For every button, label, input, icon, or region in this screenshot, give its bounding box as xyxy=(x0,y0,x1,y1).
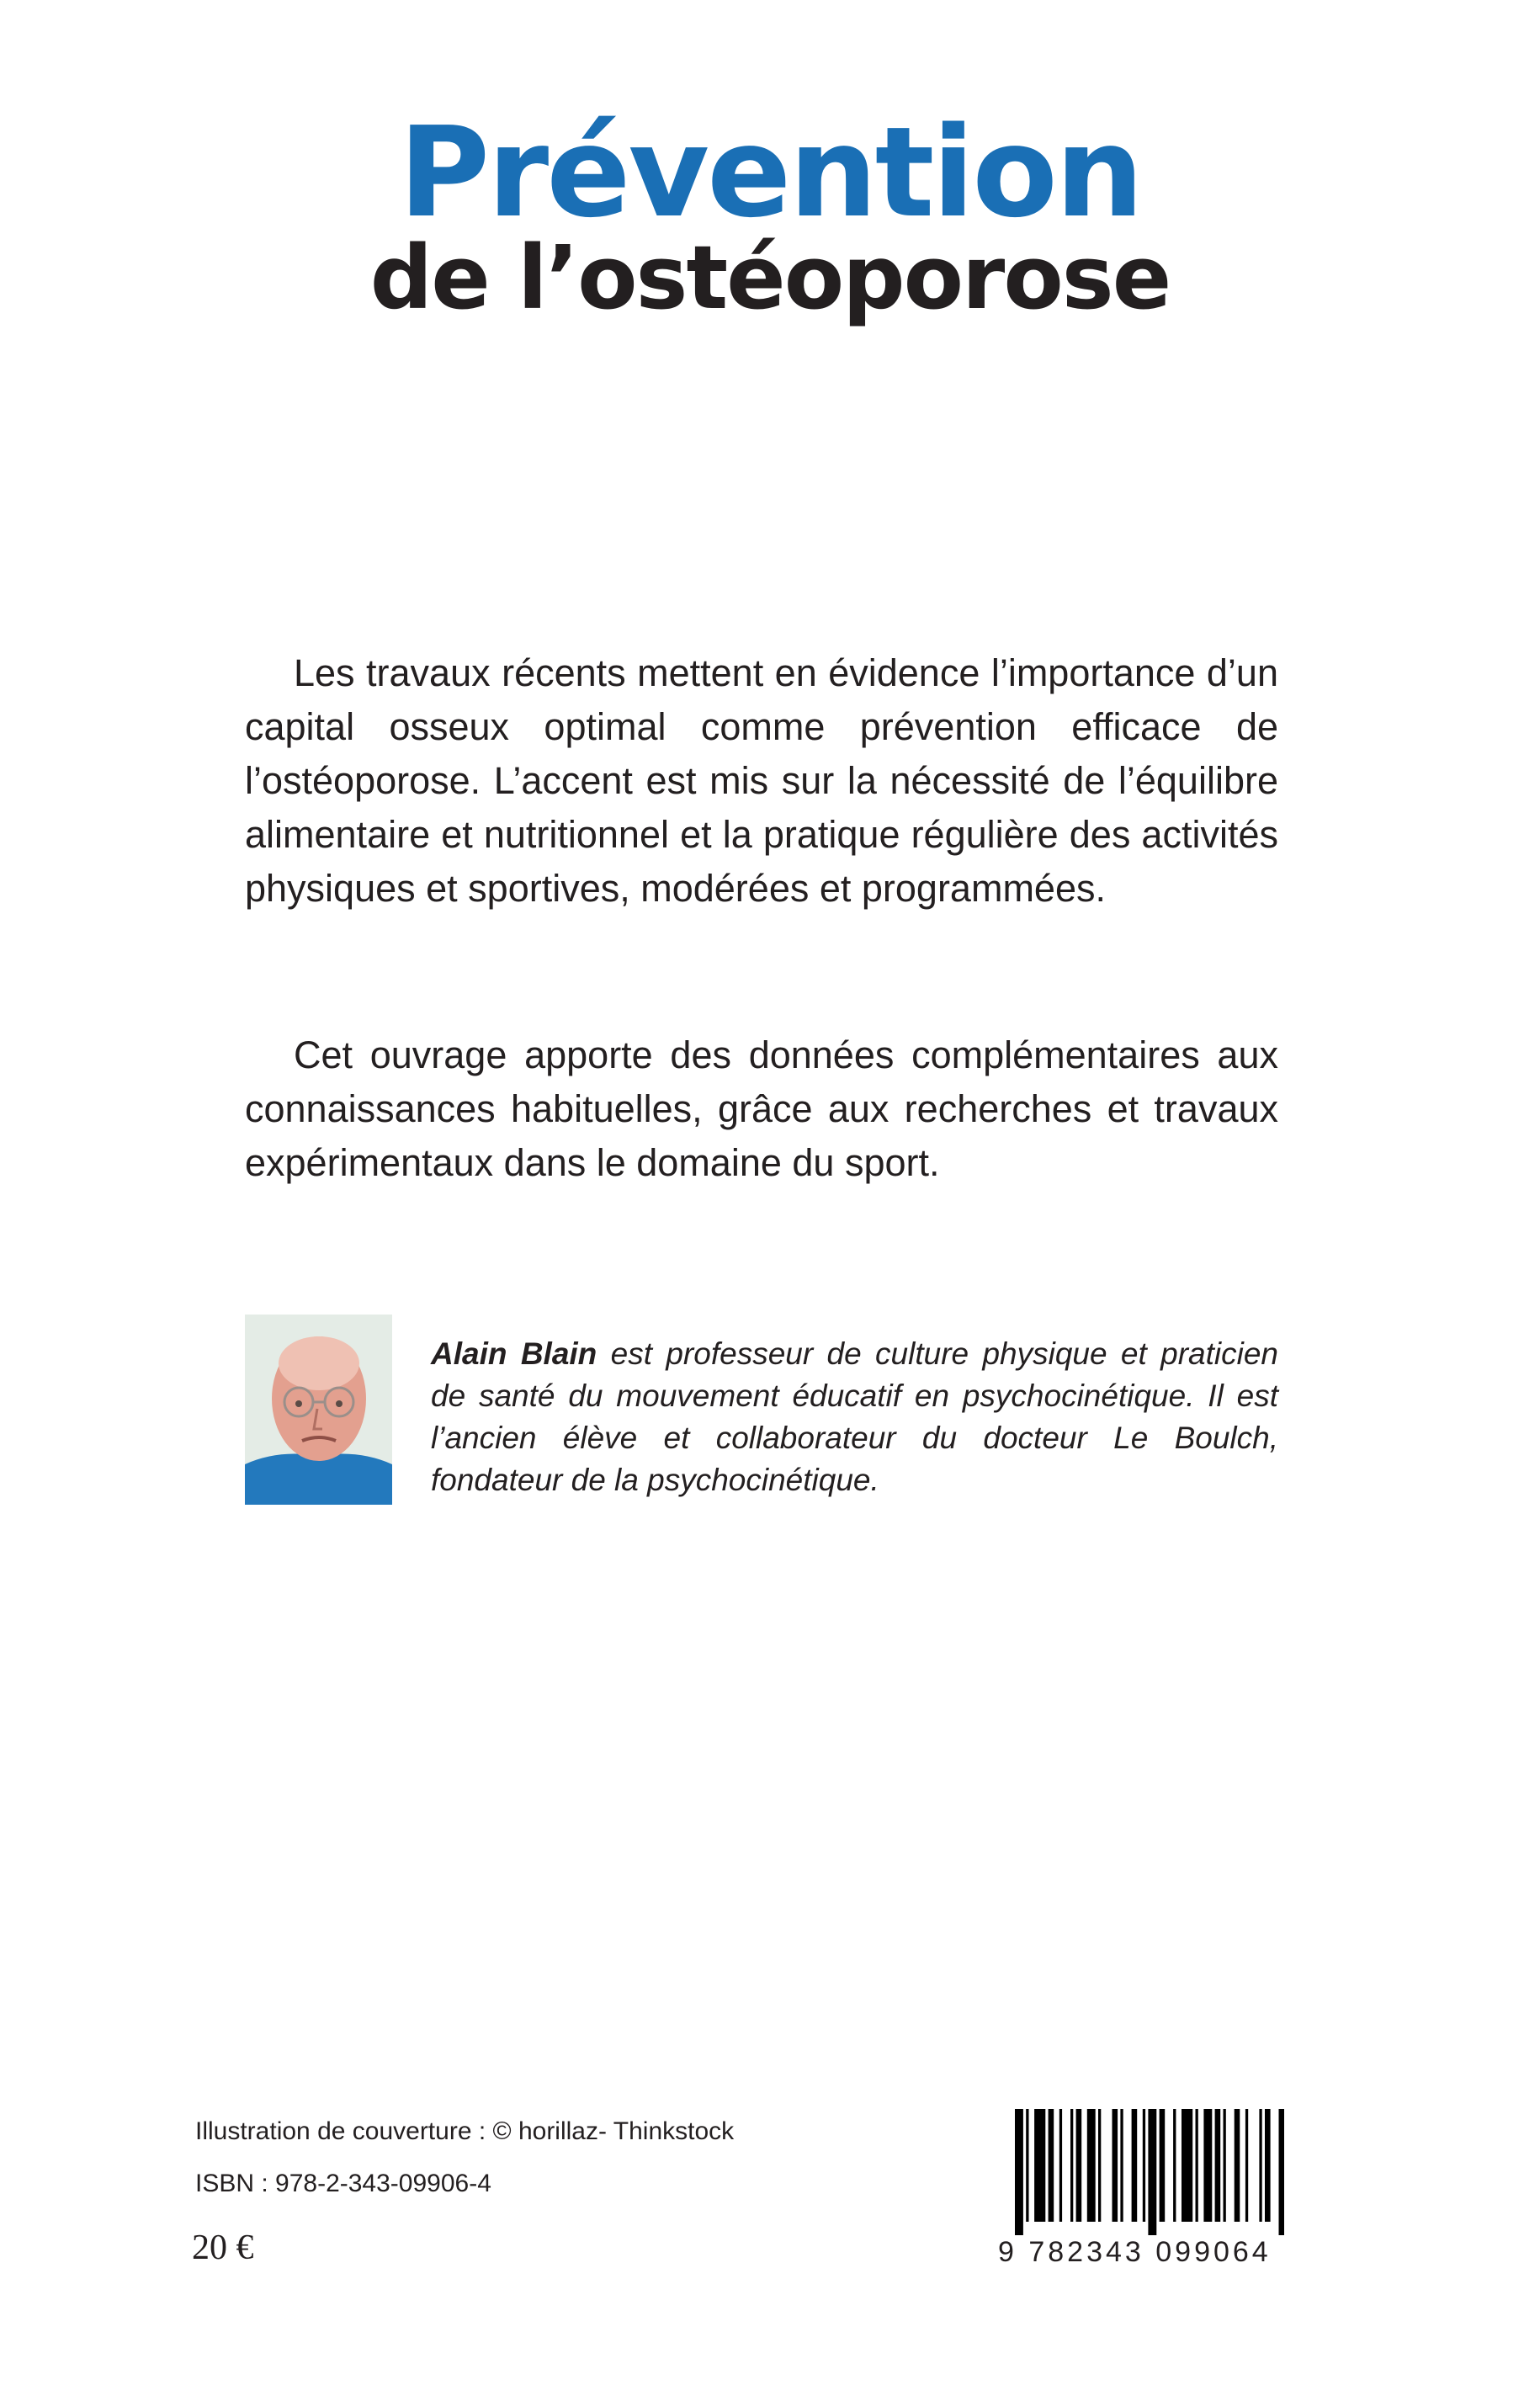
barcode-bar xyxy=(1224,2109,1226,2222)
book-subtitle: de l’ostéoporose xyxy=(369,226,1171,329)
price: 20 € xyxy=(192,2228,254,2267)
isbn: ISBN : 978-2-343-09906-4 xyxy=(195,2170,491,2197)
author-photo xyxy=(245,1315,392,1505)
barcode-bar xyxy=(1113,2109,1118,2222)
barcode-bar xyxy=(1076,2109,1082,2222)
cover-credit: Illustration de couverture : © horillaz- Thinkstock xyxy=(195,2117,735,2145)
barcode-bar xyxy=(1235,2109,1240,2222)
barcode-bar xyxy=(1265,2109,1271,2222)
barcode-bar xyxy=(1203,2109,1212,2222)
author-bio-text: est professeur de culture physique et praticien de santé du mouvement éducatif en psychocinétique. Il est l’ancien élève et collaborateur du docteur Le Boulch, fondateur de la psychocinétique. xyxy=(431,1336,1278,1497)
barcode-bar xyxy=(1132,2109,1138,2222)
barcode-bar xyxy=(1015,2109,1023,2235)
barcode xyxy=(998,2109,1294,2269)
barcode-bar xyxy=(1049,2109,1054,2222)
author-name: Alain Blain xyxy=(431,1336,597,1371)
barcode-bar xyxy=(1026,2109,1028,2222)
barcode-bar xyxy=(1087,2109,1096,2222)
book-title: Prévention xyxy=(398,100,1142,245)
barcode-bar xyxy=(1143,2109,1145,2222)
barcode-bar xyxy=(1160,2109,1166,2222)
barcode-bars xyxy=(998,2109,1294,2235)
barcode-bar xyxy=(1259,2109,1261,2222)
blurb-paragraph-1: Les travaux récents mettent en évidence l’importance d’un capital osseux optimal comme prévention efficace de l’ostéoporose. L’accent est mis sur la nécessité de l’équilibre alimentaire et nutritionnel et la pratique régulière des activités physiques et sportives, modérées et programmées. xyxy=(245,651,1278,910)
barcode-digits: 9 782343 099064 xyxy=(998,2236,1272,2268)
barcode-bar xyxy=(1245,2109,1248,2222)
barcode-bar xyxy=(1148,2109,1156,2235)
barcode-bar xyxy=(1182,2109,1192,2222)
barcode-bar xyxy=(1279,2109,1285,2235)
barcode-bar xyxy=(1196,2109,1198,2222)
barcode-bar xyxy=(1173,2109,1176,2222)
barcode-bar xyxy=(1070,2109,1073,2222)
barcode-bar xyxy=(1059,2109,1062,2222)
barcode-bar xyxy=(1215,2109,1221,2222)
author-bio xyxy=(431,1333,1278,1501)
barcode-bar xyxy=(1098,2109,1101,2222)
blurb-paragraph-2: Cet ouvrage apporte des données complémentaires aux connaissances habituelles, grâce aux recherches et travaux expérimentaux dans le domaine du sport. xyxy=(245,1033,1278,1184)
barcode-bar xyxy=(1120,2109,1123,2222)
barcode-bar xyxy=(1034,2109,1045,2222)
